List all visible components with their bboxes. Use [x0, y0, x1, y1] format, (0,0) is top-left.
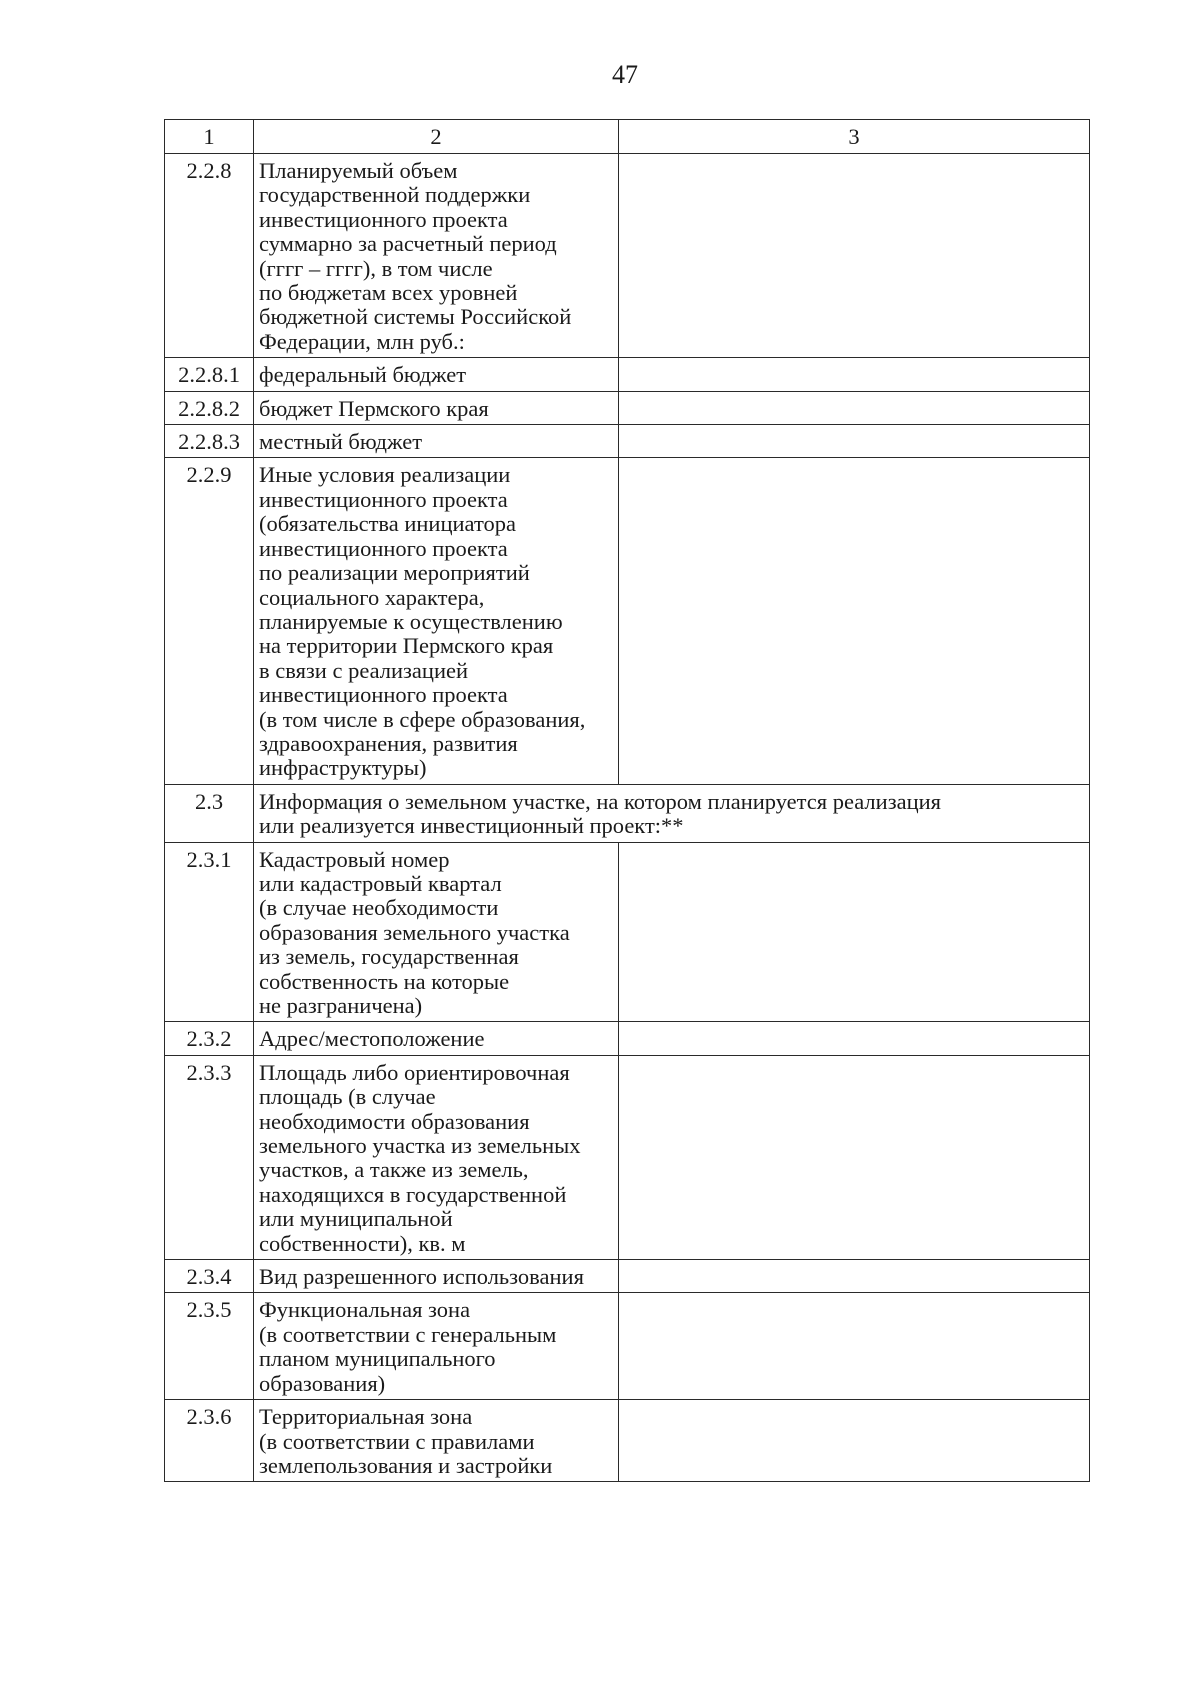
- description-line: собственность на которые: [259, 968, 510, 994]
- description-line: Территориальная зона: [259, 1404, 473, 1430]
- value-cell[interactable]: [619, 1400, 1090, 1482]
- row-description: [254, 391, 619, 424]
- description-line: инвестиционного проекта: [259, 535, 508, 561]
- description-line: находящихся в государственной: [259, 1181, 567, 1207]
- value-cell[interactable]: [619, 1293, 1090, 1400]
- description-line: в связи с реализацией: [259, 657, 469, 683]
- description-line: бюджетной системы Российской: [259, 304, 572, 330]
- description-line: не разграничена): [259, 993, 423, 1018]
- description-line: (в том числе в сфере образования,: [259, 706, 586, 732]
- row-number: 2.3.2: [165, 1022, 254, 1055]
- description-line: (обязательства инициатора: [259, 511, 516, 537]
- description-line: необходимости образования: [259, 1108, 530, 1134]
- row-number: 2.2.8.3: [165, 425, 254, 458]
- row-number: 2.3.1: [165, 842, 254, 1022]
- table-row: [165, 1260, 1090, 1293]
- value-cell[interactable]: [619, 842, 1090, 1022]
- row-number: 2.2.8: [165, 154, 254, 358]
- row-number: 2.3.3: [165, 1055, 254, 1259]
- row-description: [254, 1055, 619, 1259]
- table-row: [165, 154, 1090, 358]
- description-line: землепользования и застройки: [259, 1452, 553, 1478]
- row-description: [254, 1022, 619, 1055]
- description-line: по реализации мероприятий: [259, 560, 530, 586]
- value-cell[interactable]: [619, 1055, 1090, 1259]
- description-line: Вид разрешенного использования: [259, 1264, 584, 1290]
- description-line: здравоохранения, развития: [259, 730, 518, 756]
- table-row: [165, 784, 1090, 842]
- row-number: 2.3.6: [165, 1400, 254, 1482]
- table-row: [165, 425, 1090, 458]
- description-line: или реализуется инвестиционный проект:**: [259, 813, 684, 839]
- value-cell[interactable]: [619, 425, 1090, 458]
- row-number: 2.2.8.1: [165, 358, 254, 391]
- value-cell[interactable]: [619, 391, 1090, 424]
- description-line: суммарно за расчетный период: [259, 231, 557, 257]
- description-line: федеральный бюджет: [259, 362, 467, 388]
- description-line: или кадастровый квартал: [259, 870, 502, 896]
- table-row: [165, 458, 1090, 784]
- description-line: образования земельного участка: [259, 919, 570, 945]
- header-row: [165, 120, 1090, 154]
- description-line: инвестиционного проекта: [259, 206, 508, 232]
- description-line: Иные условия реализации: [259, 462, 511, 488]
- row-number: 2.2.8.2: [165, 391, 254, 424]
- description-line: участков, а также из земель,: [259, 1157, 529, 1183]
- row-description: [254, 842, 619, 1022]
- table-row: [165, 842, 1090, 1022]
- description-line: (в случае необходимости: [259, 895, 499, 921]
- table-header: [165, 120, 1090, 154]
- table-body: [165, 154, 1090, 1482]
- description-line: социального характера,: [259, 584, 485, 610]
- header-col-3: 3: [619, 120, 1090, 154]
- description-line: площадь (в случае: [259, 1084, 436, 1110]
- value-cell[interactable]: [619, 358, 1090, 391]
- description-line: Функциональная зона: [259, 1297, 471, 1323]
- description-line: инвестиционного проекта: [259, 682, 508, 708]
- row-description: [254, 154, 619, 358]
- description-line: инфраструктуры): [259, 755, 427, 781]
- description-line: из земель, государственная: [259, 944, 519, 970]
- row-description: [254, 458, 619, 784]
- description-line: Федерации, млн руб.:: [259, 328, 465, 354]
- value-cell[interactable]: [619, 154, 1090, 358]
- description-line: государственной поддержки: [259, 182, 531, 208]
- row-description: [254, 425, 619, 458]
- row-number: 2.2.9: [165, 458, 254, 784]
- row-number: 2.3.4: [165, 1260, 254, 1293]
- description-line: инвестиционного проекта: [259, 486, 508, 512]
- description-line: (в соответствии с генеральным: [259, 1321, 557, 1347]
- header-col-2: 2: [254, 120, 619, 154]
- description-line: на территории Пермского края: [259, 633, 554, 659]
- header-col-1: 1: [165, 120, 254, 154]
- value-cell[interactable]: [619, 1022, 1090, 1055]
- description-line: Информация о земельном участке, на котором планируется реализация: [259, 788, 942, 814]
- row-description: [254, 1400, 619, 1482]
- page-number: 47: [612, 60, 638, 89]
- row-description: [254, 1293, 619, 1400]
- table-row: [165, 1055, 1090, 1259]
- description-line: Кадастровый номер: [259, 846, 450, 872]
- row-description: [254, 1260, 619, 1293]
- description-line: планируемые к осуществлению: [259, 608, 563, 634]
- form-table: [164, 119, 1090, 1482]
- row-number: 2.3.5: [165, 1293, 254, 1400]
- description-line: Площадь либо ориентировочная: [259, 1059, 570, 1085]
- description-line: Планируемый объем: [259, 158, 458, 183]
- value-cell[interactable]: [619, 458, 1090, 784]
- description-line: собственности), кв. м: [259, 1230, 466, 1256]
- description-line: или муниципальной: [259, 1206, 453, 1232]
- description-line: земельного участка из земельных: [259, 1133, 581, 1159]
- table-row: [165, 1293, 1090, 1400]
- description-line: бюджет Пермского края: [259, 395, 489, 421]
- table-row: [165, 358, 1090, 391]
- section-heading: [254, 784, 1090, 842]
- table-row: [165, 1022, 1090, 1055]
- description-line: (гггг – гггг), в том числе: [259, 255, 493, 281]
- row-number: 2.3: [165, 784, 254, 842]
- value-cell[interactable]: [619, 1260, 1090, 1293]
- description-line: образования): [259, 1370, 386, 1396]
- table-row: [165, 391, 1090, 424]
- description-line: по бюджетам всех уровней: [259, 280, 518, 306]
- description-line: местный бюджет: [259, 429, 423, 455]
- description-line: (в соответствии с правилами: [259, 1428, 535, 1454]
- description-line: Адрес/местоположение: [259, 1026, 485, 1052]
- row-description: [254, 358, 619, 391]
- table-row: [165, 1400, 1090, 1482]
- description-line: планом муниципального: [259, 1346, 496, 1372]
